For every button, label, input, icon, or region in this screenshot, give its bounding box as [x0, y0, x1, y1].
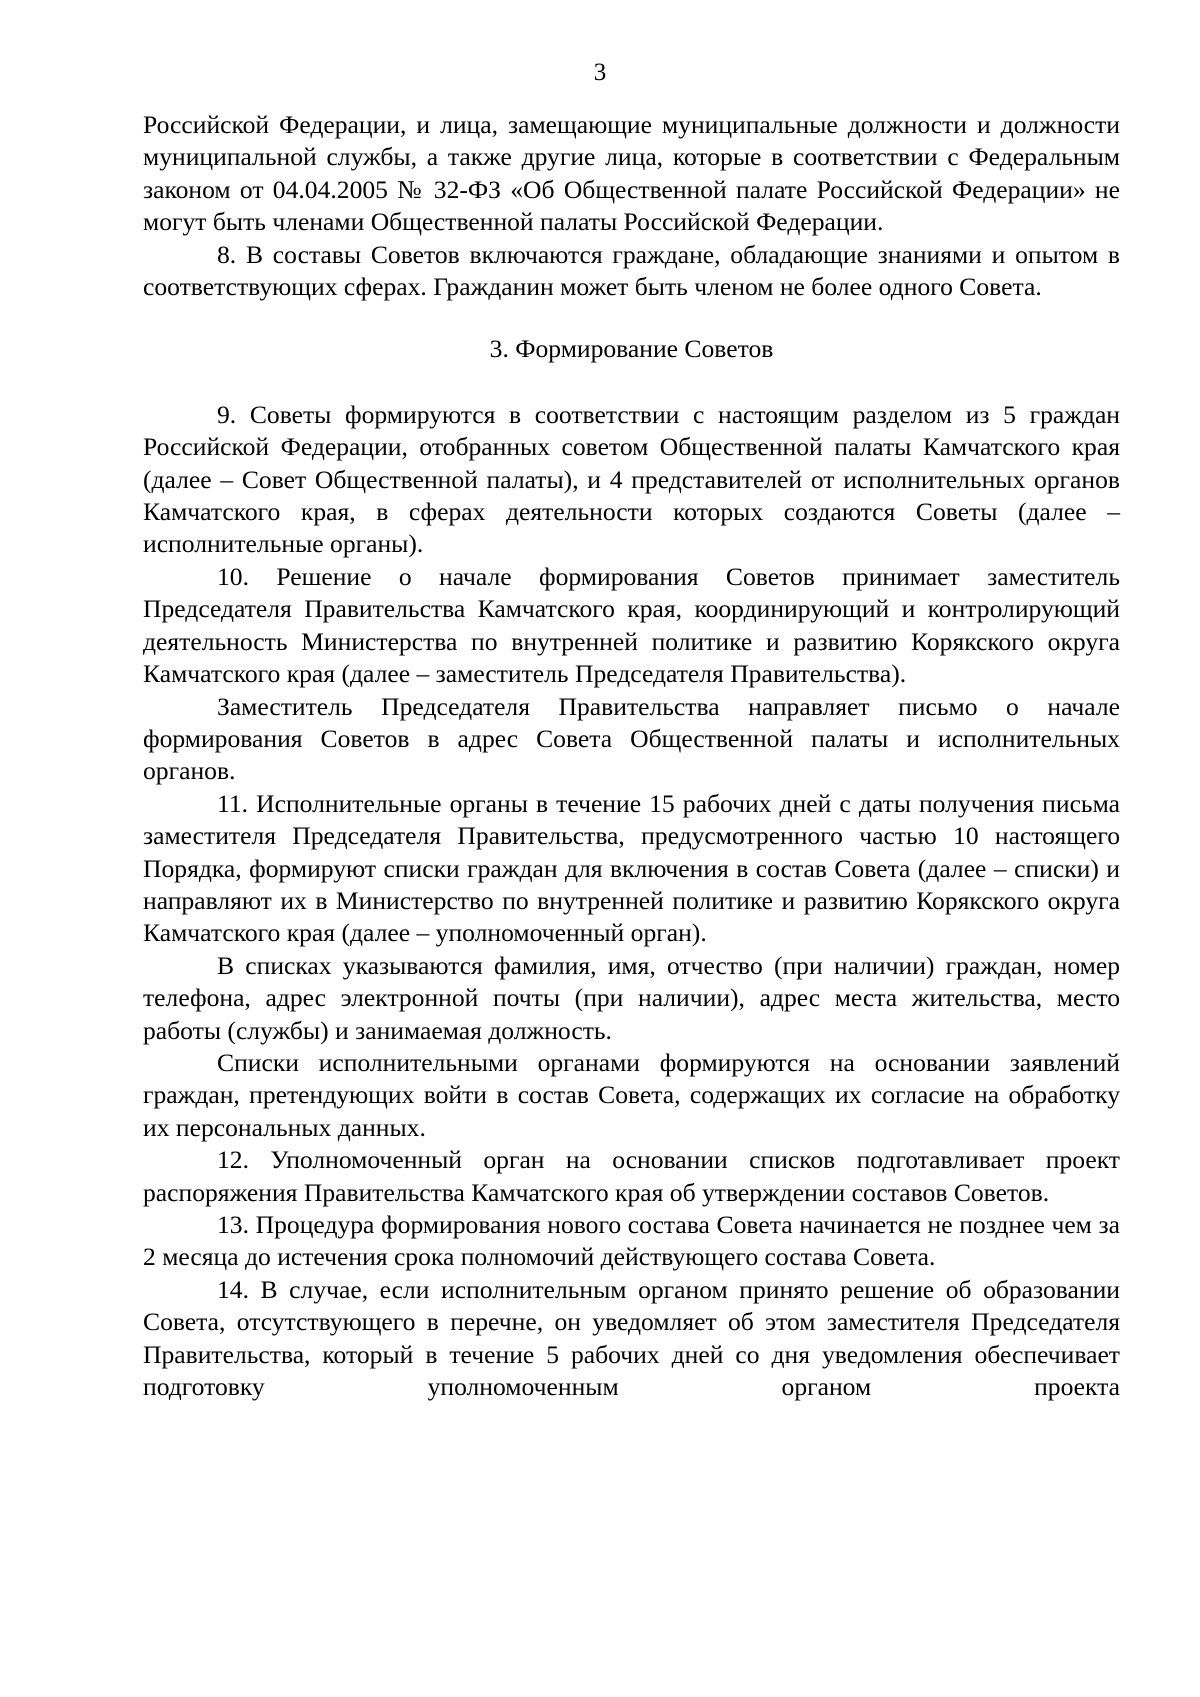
paragraph-item-10-cont: Заместитель Председателя Правительства направляет письмо о начале формирования Советов в адрес Совета Общественной палаты и исполнительных органов.	[143, 691, 1120, 786]
page-number: 3	[593, 59, 607, 86]
paragraph-item-8: 8. В составы Советов включаются граждане, обладающие знаниями и опытом в соответствующих сферах. Гражданин может быть членом не более одного Совета.	[143, 239, 1120, 302]
paragraph-item-9: 9. Советы формируются в соответствии с настоящим разделом из 5 граждан Российской Федерации, отобранных советом Общественной палаты Камчатского края (далее – Совет Общественной палаты), и 4 представителей от исполнительных органов Камчатского края, в сферах деятельности которых создаются Советы (далее – исполнительные органы).	[143, 399, 1120, 559]
paragraph-continuation: Российской Федерации, и лица, замещающие муниципальные должности и должности муниципальной службы, а также другие лица, которые в соответствии с Федеральным законом от 04.04.2005 № 32-ФЗ «Об Общественной палате Российской Федерации» не могут быть членами Общественной палаты Российской Федерации.	[143, 110, 1120, 237]
paragraph-item-11-lists: В списках указываются фамилия, имя, отчество (при наличии) граждан, номер телефона, адрес электронной почты (при наличии), адрес места жительства, место работы (службы) и занимаемая должность.	[143, 950, 1120, 1045]
paragraph-item-11: 11. Исполнительные органы в течение 15 рабочих дней с даты получения письма заместителя Председателя Правительства, предусмотренного частью 10 настоящего Порядка, формируют списки граждан для включения в состав Совета (далее – списки) и направляют их в Министерство по внутренней политике и развитию Корякского округа Камчатского края (далее – уполномоченный орган).	[143, 788, 1120, 948]
paragraph-item-12: 12. Уполномоченный орган на основании списков подготавливает проект распоряжения Правительства Камчатского края об утверждении составов Советов.	[143, 1145, 1120, 1207]
document-body	[143, 109, 1120, 1403]
paragraph-item-11-basis: Списки исполнительными органами формируются на основании заявлений граждан, претендующих войти в состав Совета, содержащих их согласие на обработку их персональных данных.	[143, 1047, 1120, 1142]
paragraph-item-14: 14. В случае, если исполнительным органом принято решение об образовании Совета, отсутствующего в перечне, он уведомляет об этом заместителя Председателя Правительства, который в течение 5 рабочих дней со дня уведомления обеспечивает подготовку уполномоченным органом проекта	[143, 1274, 1120, 1402]
section-heading: 3. Формирование Советов	[489, 334, 774, 364]
paragraph-item-13: 13. Процедура формирования нового состава Совета начинается не позднее чем за 2 месяца до истечения срока полномочий действующего состава Совета.	[143, 1210, 1120, 1272]
paragraph-item-10: 10. Решение о начале формирования Советов принимает заместитель Председателя Правительства Камчатского края, координирующий и контролирующий деятельность Министерства по внутренней политике и развитию Корякского округа Камчатского края (далее – заместитель Председателя Правительства).	[143, 561, 1120, 689]
